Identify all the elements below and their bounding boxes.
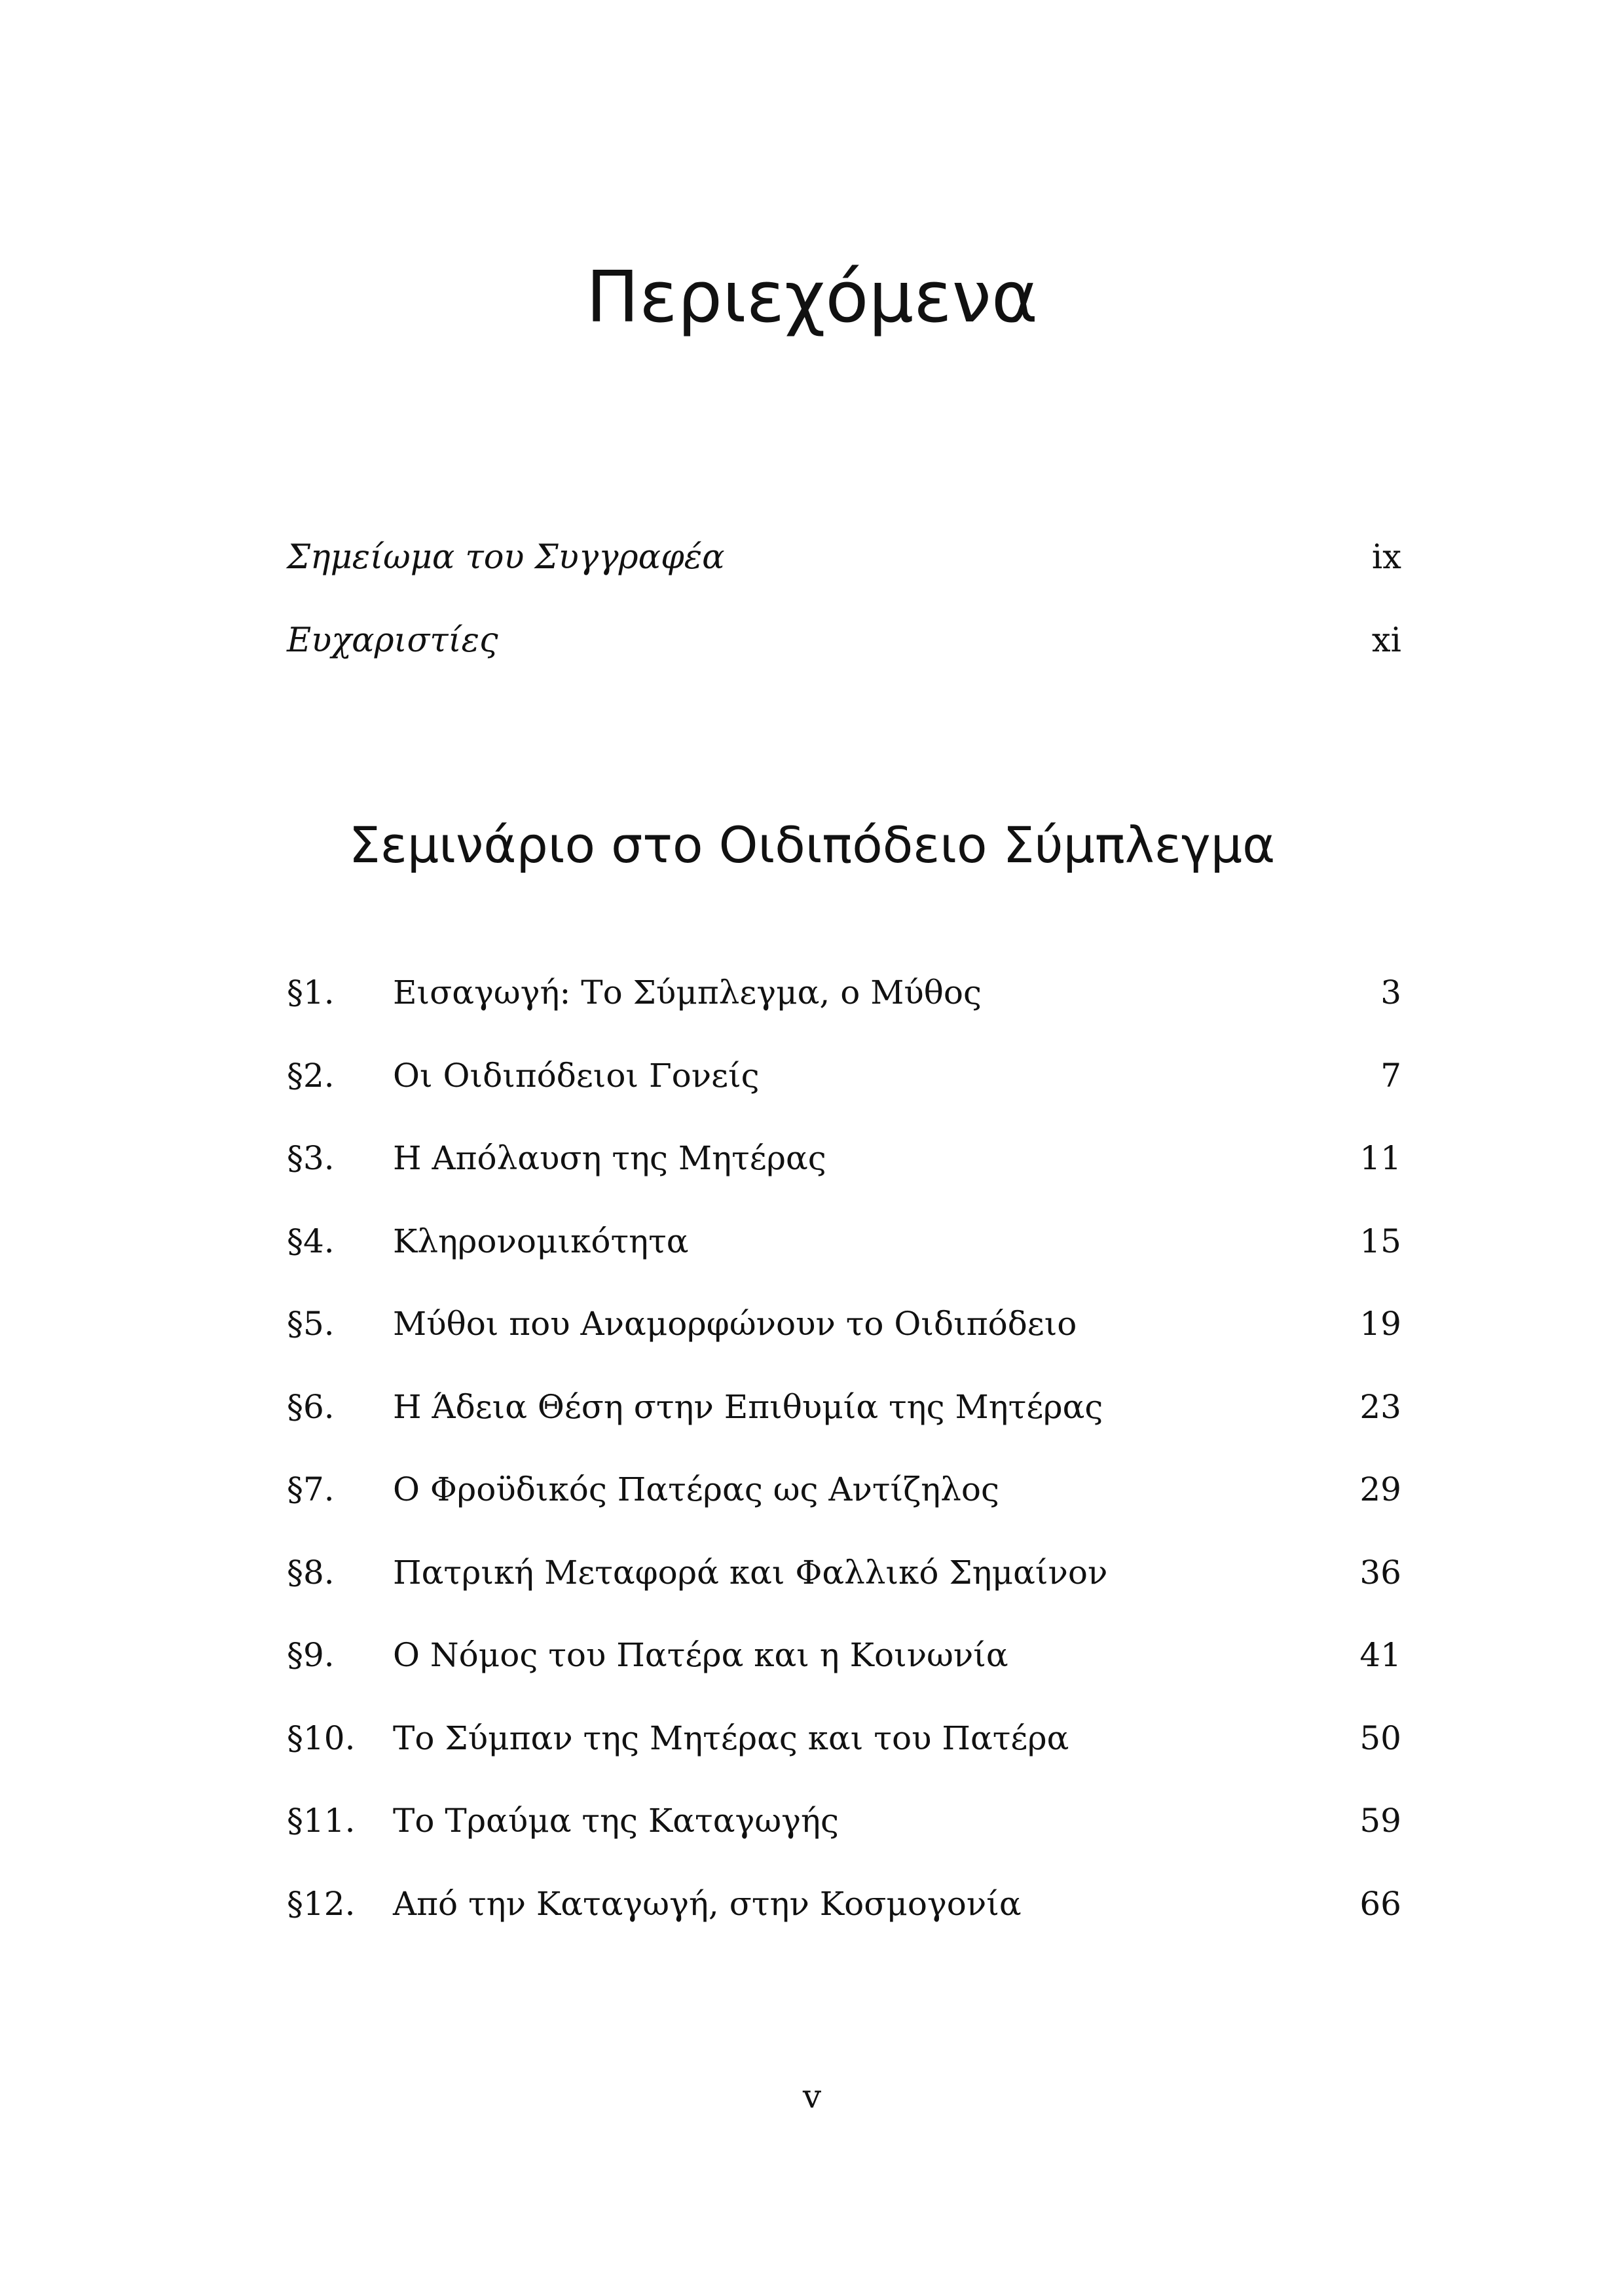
entry-title: Η Απόλαυση της Μητέρας bbox=[393, 1139, 826, 1177]
entry-page: 29 bbox=[1359, 1470, 1401, 1508]
entry-page: xi bbox=[1371, 621, 1401, 660]
entry-page: 19 bbox=[1359, 1305, 1401, 1343]
toc-entry[interactable] bbox=[287, 1298, 1401, 1381]
entry-page: 11 bbox=[1359, 1139, 1401, 1177]
entry-title: Μύθοι που Αναμορφώνουν το Οιδιπόδειο bbox=[393, 1305, 1077, 1343]
entry-number: §5. bbox=[287, 1305, 335, 1343]
entry-title: Ο Νόμος του Πατέρα και η Κοινωνία bbox=[393, 1636, 1008, 1674]
toc-entry[interactable] bbox=[287, 1132, 1401, 1215]
entry-page: 59 bbox=[1359, 1802, 1401, 1840]
entry-number: §8. bbox=[287, 1553, 335, 1592]
toc-entry[interactable] bbox=[287, 1629, 1401, 1712]
section-heading: Σεμινάριο στο Οιδιπόδειο Σύμπλεγμα bbox=[348, 816, 1276, 874]
entry-title: Ο Φροϋδικός Πατέρας ως Αντίζηλος bbox=[393, 1470, 1000, 1508]
toc-entry[interactable] bbox=[287, 1049, 1401, 1133]
entry-title: Εισαγωγή: Το Σύμπλεγμα, ο Μύθος bbox=[393, 974, 982, 1011]
entry-number: §4. bbox=[287, 1222, 335, 1260]
entry-page: 3 bbox=[1380, 974, 1401, 1011]
toc-entry[interactable] bbox=[287, 1878, 1401, 1961]
toc-list bbox=[287, 966, 1401, 1960]
toc-entry[interactable] bbox=[287, 1215, 1401, 1298]
toc-entry[interactable] bbox=[287, 1381, 1401, 1464]
entry-title: Το Σύμπαν της Μητέρας και του Πατέρα bbox=[393, 1719, 1069, 1757]
entry-title: Το Τραύμα της Καταγωγής bbox=[393, 1802, 839, 1840]
entry-title: Κληρονομικότητα bbox=[393, 1222, 689, 1260]
toc-entry[interactable] bbox=[287, 1546, 1401, 1630]
entry-title: Η Άδεια Θέση στην Επιθυμία της Μητέρας bbox=[393, 1387, 1103, 1426]
entry-number: §6. bbox=[287, 1387, 335, 1426]
page-title: Περιεχόμενα bbox=[585, 257, 1039, 338]
entry-page: 50 bbox=[1359, 1719, 1401, 1757]
entry-number: §7. bbox=[287, 1470, 335, 1508]
entry-page: 7 bbox=[1380, 1056, 1401, 1095]
entry-number: §3. bbox=[287, 1139, 335, 1177]
entry-number: §11. bbox=[287, 1802, 356, 1840]
entry-number: §12. bbox=[287, 1884, 356, 1923]
toc-entry[interactable] bbox=[287, 966, 1401, 1049]
entry-title: Οι Οιδιπόδειοι Γονείς bbox=[393, 1056, 760, 1095]
front-matter-list bbox=[287, 532, 1401, 698]
front-matter-entry[interactable] bbox=[287, 615, 1401, 698]
entry-page: 15 bbox=[1359, 1222, 1401, 1260]
toc-entry[interactable] bbox=[287, 1795, 1401, 1878]
entry-page: ix bbox=[1371, 538, 1401, 577]
entry-title: Ευχαριστίες bbox=[287, 621, 498, 660]
entry-page: 66 bbox=[1359, 1884, 1401, 1923]
entry-number: §9. bbox=[287, 1636, 335, 1674]
entry-number: §2. bbox=[287, 1056, 335, 1095]
toc-entry[interactable] bbox=[287, 1712, 1401, 1795]
entry-number: §10. bbox=[287, 1719, 356, 1757]
entry-page: 36 bbox=[1359, 1553, 1401, 1592]
entry-page: 41 bbox=[1359, 1636, 1401, 1674]
entry-number: §1. bbox=[287, 974, 335, 1011]
entry-title: Σημείωμα του Συγγραφέα bbox=[287, 538, 725, 577]
page-number: v bbox=[802, 2077, 822, 2115]
entry-title: Πατρική Μεταφορά και Φαλλικό Σημαίνον bbox=[393, 1553, 1108, 1592]
entry-title: Από την Καταγωγή, στην Κοσμογονία bbox=[393, 1884, 1022, 1923]
toc-entry[interactable] bbox=[287, 1463, 1401, 1546]
entry-page: 23 bbox=[1359, 1387, 1401, 1426]
front-matter-entry[interactable] bbox=[287, 532, 1401, 615]
